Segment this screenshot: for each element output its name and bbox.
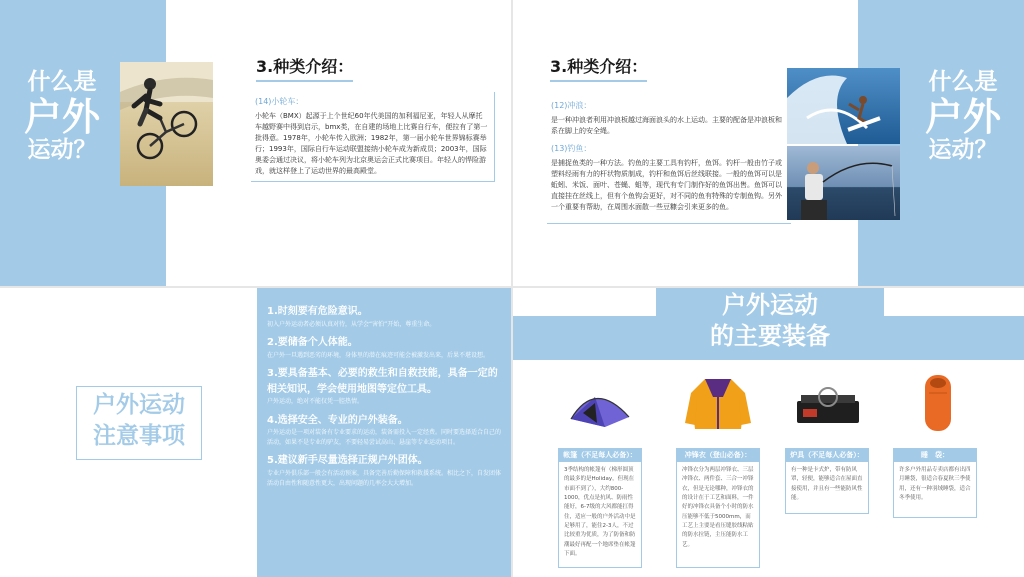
stove-icon: [793, 373, 863, 433]
subheading: (12)冲浪：: [551, 101, 592, 110]
body-text: 是一种冲浪者利用冲浪板越过海面浪头的水上运动。主要的配备是冲浪板和系在脚上的安全绳。: [551, 116, 782, 136]
subheading: (14)小轮车：: [255, 97, 304, 106]
side-title-line: 运动？: [928, 137, 998, 164]
section-heading: 3.种类介绍：: [256, 54, 353, 77]
side-title-line: 什么是: [928, 69, 998, 95]
notice-title-line: 户外运动: [93, 392, 185, 418]
fisherman-photo: [787, 146, 900, 220]
tent-icon: [565, 373, 635, 433]
slide-equipment[interactable]: [513, 288, 1024, 577]
rule-text: 专业户外俱乐部一般会有活动预案，具备完善后勤保障和救援系统。相比之下，自发团体活动自由性和随意性更大，出现问题的几率会大大增加。: [267, 469, 502, 487]
equipment-title-line: 的主要装备: [710, 321, 830, 350]
side-title-line: 户外: [924, 94, 1001, 139]
card-text: 有一种是卡式炉，带有防风罩，轻便，能够适合在屋面直接使用，并且有一些能防风性能。: [791, 467, 863, 502]
bmx-text-box: [251, 92, 495, 182]
side-title-line: 户外: [23, 94, 100, 139]
slide-surf-fishing[interactable]: [513, 0, 1024, 286]
bmx-rider-photo: [120, 62, 213, 186]
body-text: 小轮车（BMX）起源于上个世纪60年代美国的加利福尼亚，年轻人从摩托车越野赛中得到启示，bmx类，在自建的场地上比赛自行车，便拉有了第一批得意。1978年，小轮车传入欧洲；1982年，第一届小轮车世界锦标赛举行；1993年，国际自行车运动联盟接纳小轮车成为新成员；2003年，国际奥委会通过决议，将小轮车列为北京奥运会正式比赛项目。年轻人的悍险游戏，就这样登上了运动世界的最高殿堂。: [255, 112, 488, 175]
card-heading: 冲锋衣（登山必备）：: [677, 449, 759, 462]
card-text: 3季结构的帐篷有（梯形圆顶的最多的是Holiday，但现在市面不到了），大约800-1000，优点是抗风、防雨性能好，6-7级的大风都能扛得住，适应一般的户外活动中是足够用了，能住2-3人，不过比较重为优质，为了防备和防潮最好再配一个地席垫在帐篷下面。: [564, 467, 636, 558]
rule-text: 户外运动是一项对装备有专业要求的运动，装备需投入一定经费。同时要选择适合自己的活动，如果不是专业的驴友，不要轻易尝试高山、悬崖等专业运动项目。: [267, 429, 502, 446]
rule-heading: 3.要具备基本、必要的救生和自救技能，具备一定的相关知识，学会使用地图等定位工具。: [267, 368, 498, 395]
rule-text: 户外运动，绝对不能仅凭一腔热情。: [267, 398, 364, 406]
rule-text: 在户外一旦遇到恶劣的环境，身体里的潜在痕迹可能会被激发出来，后果不堪设想。: [267, 351, 490, 359]
rule-text: 初入户外运动者必须认真对待，从学会“害怕”开始，尊重生命。: [267, 320, 436, 328]
surf-fishing-text-box: [547, 96, 791, 224]
side-title: [913, 70, 1013, 164]
equipment-card: [676, 448, 760, 568]
side-title: [12, 70, 112, 164]
card-heading: 睡 袋：: [894, 449, 976, 462]
sleeping-bag-icon: [903, 373, 973, 433]
jacket-icon: [683, 373, 753, 433]
card-text: 冲锋衣分为两层冲锋衣、三层冲锋衣、两件套、三合一冲锋衣，但是无论哪种，冲锋衣的的设计在于工艺和面料，一件好的冲锋衣具备个小时的防水压能够不低于5000mm，而工艺上主要是看压缝胶线粘贴的防水拉链，主压能防水工艺。: [682, 467, 754, 548]
equipment-card: [785, 448, 869, 514]
card-heading: 炉具（不足每人必备）：: [786, 449, 868, 462]
side-title-line: 什么是: [27, 69, 97, 95]
equipment-title-line: 户外运动: [722, 291, 818, 319]
equipment-card: [558, 448, 642, 568]
card-text: 许多户外用品专卖店都有出四月睡袋，很适合春夏秋三季使用，还有一种羽绒睡袋，适合冬季使用。: [899, 467, 971, 502]
surfer-photo: [787, 68, 900, 144]
slide-safety[interactable]: [0, 288, 511, 577]
slide-bmx[interactable]: [0, 0, 511, 286]
card-heading: 帐篷（不足每人必备）：: [559, 449, 641, 462]
equipment-title: [656, 288, 884, 360]
side-title-line: 运动？: [27, 137, 97, 164]
rule-heading: 4.选择安全、专业的户外装备。: [267, 414, 408, 426]
equipment-card: [893, 448, 977, 518]
rule-heading: 5.建议新手尽量选择正规户外团体。: [267, 455, 428, 467]
subheading: (13)钓鱼：: [551, 144, 592, 154]
section-heading: 3.种类介绍：: [550, 54, 647, 77]
body-text: 是捕捉鱼类的一种方法。钓鱼的主要工具有钓杆，鱼饵。钓杆一般由竹子或塑料经雨有力的杆状物质制成，钓杆和鱼饵后丝线联接。一般的鱼饵可以是蚯蚓、米饭、面叶、苍蝇、蛆等，现代有专门制作好的鱼饵出售。鱼饵可以直接挂在丝线上，但有个鱼钩会更好，对不同的鱼有特殊的专制鱼钩。另外一个重要有帮助，在周围水面散一些豆糠会引来更多的鱼。: [551, 159, 782, 211]
rules-panel: [257, 288, 511, 577]
rule-heading: 2.要储备个人体能。: [267, 337, 358, 349]
notice-title-line: 注意事项: [93, 423, 185, 450]
notice-title-box: [76, 386, 202, 460]
rule-heading: 1.时刻要有危险意识。: [267, 306, 368, 317]
